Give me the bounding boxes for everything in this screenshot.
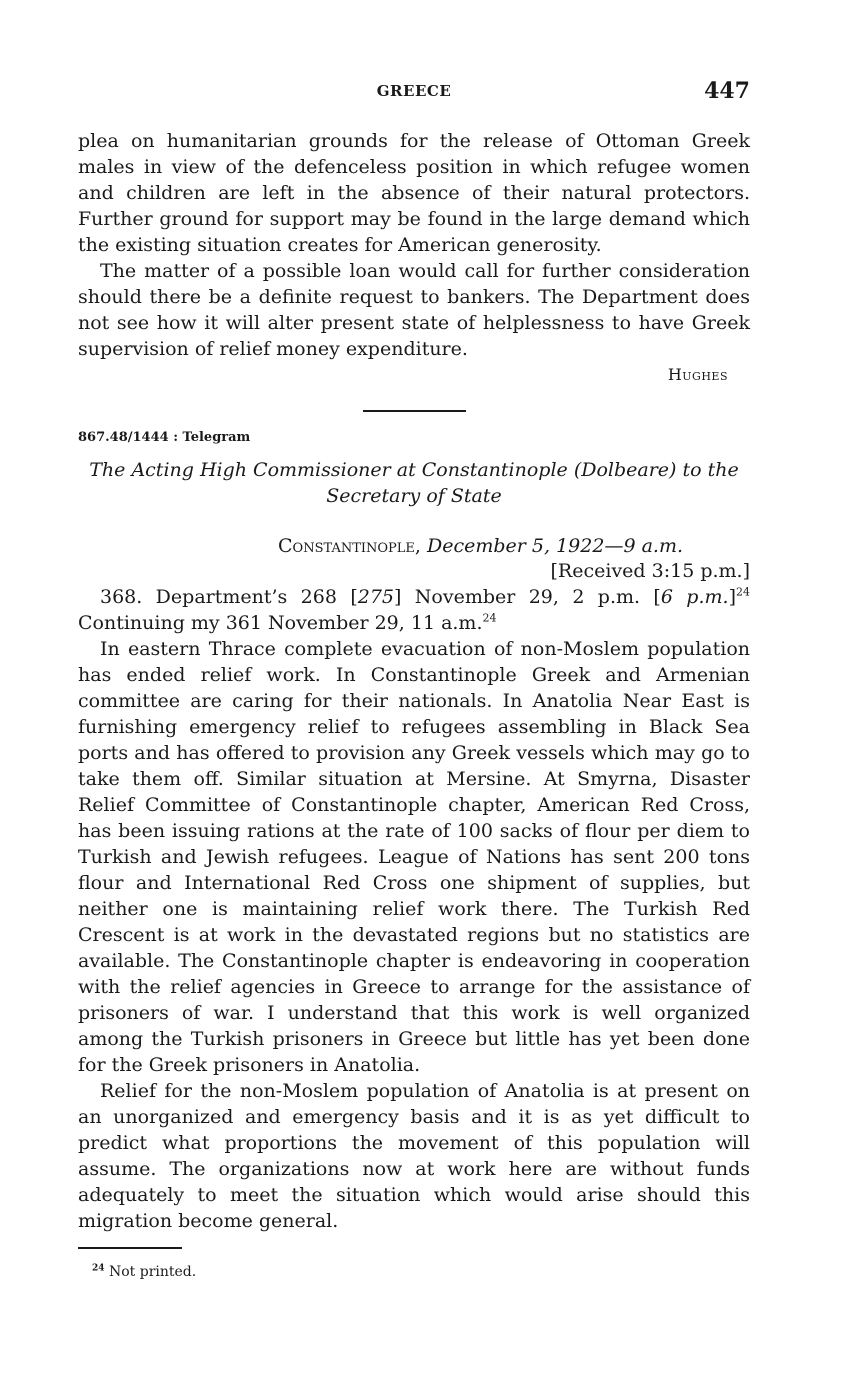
title-line: The Acting High Commissioner at Constantinople (Dolbeare) to the	[89, 459, 739, 481]
page-header	[78, 80, 750, 106]
title-line: Secretary of State	[326, 485, 502, 507]
footnote-ref: 24	[482, 611, 497, 625]
paragraph: In eastern Thrace complete evacuation of non-Moslem population has ended relief work. In Constantinople Greek and Armenian committee are caring for their nationals. In Anatolia Near East is furnishing emergency relief to refugees assembling in Black Sea ports and has offered to provision any Greek vessels which may go to take them off. Similar situation at Mersine. At Smyrna, Disaster Relief Committee of Constantinople chapter, American Red Cross, has been issuing rations at the rate of 100 sacks of flour per diem to Turkish and Jewish refugees. League of Nations has sent 200 tons flour and International Red Cross one shipment of supplies, but neither one is maintaining relief work there. The Turkish Red Crescent is at work in the devastated regions but no statistics are available. The Constantinople chapter is endeavoring in cooperation with the relief agencies in Greece to arrange for the assistance of prisoners of war. I understand that this work is well organized among the Turkish prisoners in Greece but little has yet been done for the Greek prisoners in Anatolia.	[78, 638, 750, 1076]
section-divider	[363, 410, 466, 412]
document-title	[78, 457, 750, 509]
dateline-date: December 5, 1922—9 a.m.	[427, 535, 683, 557]
dateline	[78, 533, 683, 559]
paragraph: 368. Department’s 268 [275] November 29, 2 p.m. [6 p.m.]$^{24}$ Continuing my 361 November 29, 11 a.m.$^{24}$	[78, 585, 750, 634]
paragraph: plea on humanitarian grounds for the release of Ottoman Greek males in view of the defenceless position in which refugee women and children are left in the absence of their natural protectors. Further ground for support may be found in the large demand which the existing situation creates for American generosity.	[78, 130, 750, 256]
running-head: GREECE	[376, 82, 452, 100]
footnote-marker: 24	[92, 1263, 105, 1274]
received-note: [Received 3:15 p.m.]	[550, 560, 750, 582]
telegram-body	[78, 584, 750, 1234]
paragraph: Relief for the non-Moslem population of Anatolia is at present on an unorganized and emergency basis and it is as yet difficult to predict what proportions the movement of this population will assume. The organizations now at work here are without funds adequately to meet the situation which would arise should this migration become general.	[78, 1080, 750, 1232]
footnote	[92, 1264, 196, 1280]
signature: Hughes	[667, 365, 728, 384]
page-number: 447	[704, 78, 750, 104]
paragraph: The matter of a possible loan would call for further consideration should there be a definite request to bankers. The Department does not see how it will alter present state of helplessness to have Greek supervision of relief money expenditure.	[78, 260, 750, 360]
footnote-ref: 24	[736, 585, 750, 599]
footnote-divider	[78, 1247, 182, 1249]
footnote-text: Not printed.	[108, 1264, 197, 1280]
dateline-place: Constantinople,	[278, 535, 421, 557]
document-reference: 867.48/1444 : Telegram	[78, 430, 251, 445]
continued-text-block	[78, 128, 750, 388]
